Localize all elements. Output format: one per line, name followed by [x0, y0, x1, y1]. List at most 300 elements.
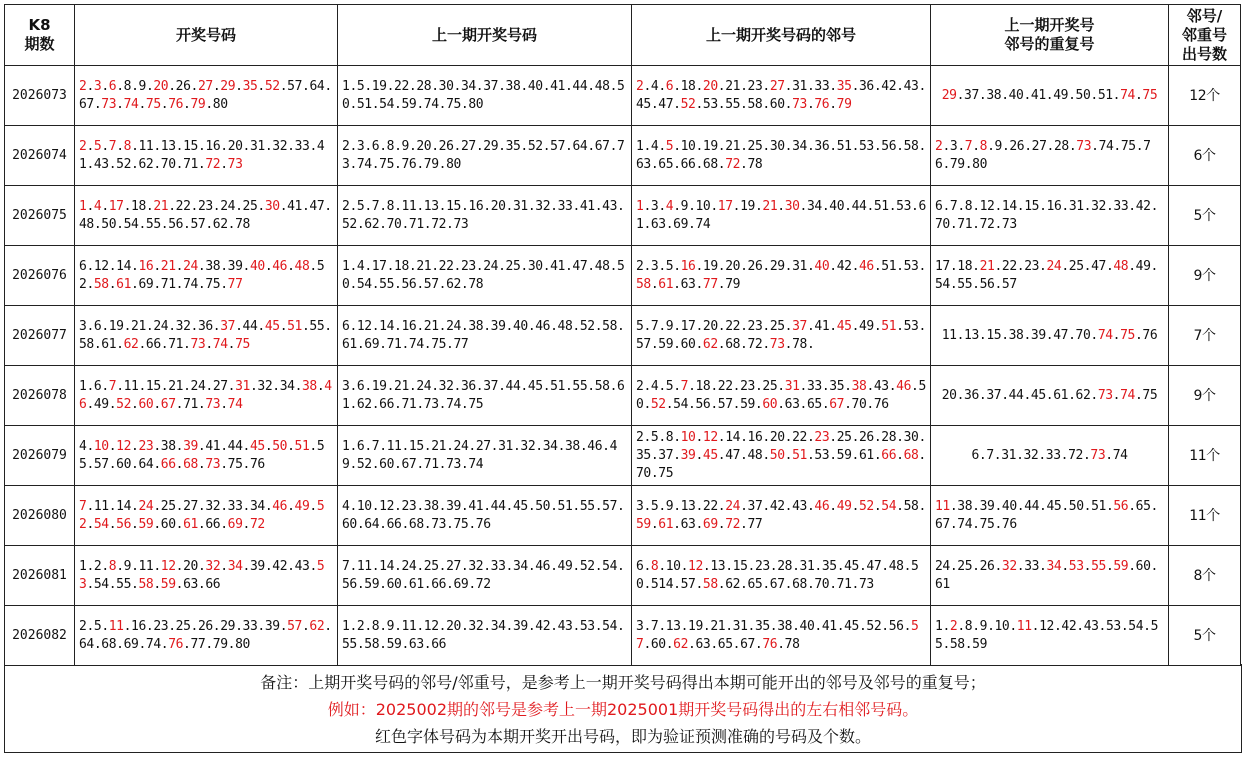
- number-token: 75: [468, 396, 484, 412]
- number-token: 73: [858, 576, 874, 592]
- number-token: 54: [1128, 618, 1144, 634]
- number-token: 15: [446, 198, 461, 214]
- number-token: 12: [979, 198, 995, 214]
- number-token: 50: [769, 447, 785, 463]
- number-token: 11: [108, 618, 124, 634]
- number-token: 76: [873, 396, 889, 412]
- header-neighbors-label: 上一期开奖号码的邻号: [705, 25, 856, 44]
- number-token: 20: [490, 198, 506, 214]
- number-token: 32: [175, 318, 191, 334]
- neighbors-cell: 1.4.5.10.19.21.25.30.34.36.51.53.56.58.63.65.66.68.72.78: [632, 126, 931, 186]
- number-token: 72: [431, 216, 447, 232]
- number-token: 1: [342, 258, 350, 274]
- number-token: 64: [364, 516, 380, 532]
- number-token: 14: [725, 429, 741, 445]
- number-token: 67: [769, 576, 785, 592]
- number-token: 53: [579, 618, 595, 634]
- number-token: 2: [93, 558, 102, 574]
- number-token: 33: [1113, 198, 1129, 214]
- number-token: 42: [1135, 198, 1151, 214]
- number-token: 21: [725, 78, 741, 94]
- number-token: 78: [235, 216, 250, 232]
- number-token: 36: [814, 138, 830, 154]
- number-token: 59: [636, 516, 651, 532]
- number-token: 45: [836, 318, 852, 334]
- number-token: 74: [212, 336, 228, 352]
- number-token: 39: [680, 447, 696, 463]
- number-token: 61: [658, 516, 674, 532]
- count-cell: 8个: [1169, 546, 1241, 606]
- number-token: 22: [702, 498, 718, 514]
- number-token: 24: [138, 498, 154, 514]
- number-token: 6: [935, 198, 943, 214]
- number-token: 5: [93, 138, 102, 154]
- number-token: 74: [183, 276, 198, 292]
- number-token: 23: [138, 438, 154, 454]
- number-token: 74: [356, 156, 372, 172]
- number-token: 52: [116, 156, 132, 172]
- number-token: 2: [79, 138, 87, 154]
- number-token: 53: [903, 318, 919, 334]
- number-token: 57: [636, 618, 919, 652]
- number-token: 32: [1001, 558, 1017, 574]
- period-cell: 2026078: [5, 366, 75, 426]
- number-token: 25: [762, 378, 778, 394]
- number-token: 70: [386, 216, 402, 232]
- number-token: 15: [183, 138, 198, 154]
- number-token: 71: [957, 216, 973, 232]
- number-token: 46: [859, 258, 874, 274]
- number-token: 16: [680, 258, 696, 274]
- number-token: 54: [881, 498, 897, 514]
- number-token: 60: [650, 636, 666, 652]
- number-token: 12: [116, 438, 132, 454]
- number-token: 73: [1090, 447, 1106, 463]
- number-token: 24: [416, 378, 432, 394]
- number-token: 26: [1009, 138, 1025, 154]
- number-token: 33: [227, 498, 243, 514]
- number-token: 61: [858, 447, 874, 463]
- number-token: 40: [1008, 87, 1024, 103]
- number-token: 6: [356, 378, 365, 394]
- number-token: 57: [1001, 276, 1017, 292]
- number-token: 74: [695, 216, 711, 232]
- prev-numbers-cell: 2.3.6.8.9.20.26.27.29.35.52.57.64.67.73.74.75.76.79.80: [338, 126, 632, 186]
- number-token: 40: [527, 78, 543, 94]
- prev-numbers-cell: 4.10.12.23.38.39.41.44.45.50.51.55.57.60.64.66.68.73.75.76: [338, 486, 632, 546]
- number-token: 32: [535, 198, 551, 214]
- number-token: 34: [279, 378, 295, 394]
- number-token: 52: [650, 396, 666, 412]
- number-token: 63: [695, 636, 711, 652]
- number-token: 80: [235, 636, 250, 652]
- number-token: 16: [468, 198, 484, 214]
- number-token: 55: [579, 498, 595, 514]
- number-token: 76: [1142, 327, 1158, 343]
- number-token: 72: [249, 516, 265, 532]
- number-token: 13: [423, 198, 439, 214]
- number-token: 42: [881, 78, 897, 94]
- number-token: 9: [979, 618, 988, 634]
- number-token: 31: [235, 378, 250, 394]
- number-token: 44: [242, 318, 258, 334]
- number-token: 69: [138, 276, 154, 292]
- number-token: 74: [468, 456, 484, 472]
- number-token: 31: [799, 558, 815, 574]
- number-token: 34: [512, 558, 528, 574]
- number-token: 76: [249, 456, 265, 472]
- number-token: 39: [446, 498, 461, 514]
- number-token: 51: [1097, 87, 1113, 103]
- number-token: 10: [356, 498, 372, 514]
- number-token: 62: [364, 216, 380, 232]
- number-token: 3: [356, 138, 365, 154]
- count-cell: 11个: [1169, 486, 1241, 546]
- number-token: 4: [93, 198, 102, 214]
- number-token: 11: [401, 618, 417, 634]
- number-token: 50: [342, 78, 625, 112]
- number-token: 5: [356, 198, 365, 214]
- number-token: 66: [379, 396, 395, 412]
- number-token: 6: [93, 378, 102, 394]
- number-token: 2: [636, 78, 644, 94]
- number-token: 3: [650, 198, 659, 214]
- number-token: 56: [888, 618, 904, 634]
- number-token: 8: [650, 558, 659, 574]
- number-token: 64: [309, 78, 325, 94]
- number-token: 23: [153, 618, 169, 634]
- number-token: 76: [475, 516, 491, 532]
- number-token: 51: [1091, 498, 1106, 514]
- number-token: 59: [658, 336, 674, 352]
- number-token: 68: [792, 576, 807, 592]
- number-token: 29: [220, 78, 236, 94]
- number-token: 60: [386, 576, 402, 592]
- number-token: 70: [935, 216, 950, 232]
- number-token: 56: [116, 516, 132, 532]
- number-token: 57: [680, 576, 696, 592]
- number-token: 74: [145, 636, 161, 652]
- number-token: 32: [468, 558, 484, 574]
- number-token: 75: [979, 516, 995, 532]
- number-token: 41: [550, 258, 565, 274]
- header-repeat: [931, 5, 1169, 66]
- number-token: 70: [636, 465, 651, 481]
- number-token: 4: [79, 438, 87, 454]
- number-token: 59: [740, 396, 755, 412]
- number-token: 53: [814, 447, 830, 463]
- period-cell: 2026074: [5, 126, 75, 186]
- number-token: 23: [740, 378, 755, 394]
- number-token: 43: [602, 198, 618, 214]
- number-token: 78: [792, 336, 807, 352]
- number-token: 65: [717, 636, 733, 652]
- number-token: 31: [792, 78, 807, 94]
- number-token: 56: [401, 276, 417, 292]
- number-token: 74: [1112, 447, 1128, 463]
- number-token: 69: [227, 516, 243, 532]
- number-token: 61: [1053, 387, 1069, 403]
- number-token: 7: [650, 618, 659, 634]
- number-token: 71: [423, 456, 439, 472]
- number-token: 49: [93, 396, 109, 412]
- number-token: 75: [379, 156, 395, 172]
- number-token: 51: [294, 438, 310, 454]
- number-token: 6: [342, 318, 350, 334]
- number-token: 2: [636, 378, 644, 394]
- number-token: 70: [1075, 327, 1091, 343]
- number-token: 22: [792, 429, 807, 445]
- number-token: 46: [896, 378, 912, 394]
- neighbors-cell: 2.5.8.10.12.14.16.20.22.23.25.26.28.30.35.37.39.45.47.48.50.51.53.59.61.66.68.70.75: [632, 426, 931, 486]
- number-token: 39: [249, 558, 265, 574]
- number-token: 66: [431, 636, 447, 652]
- number-token: 55: [342, 636, 357, 652]
- number-token: 3: [949, 138, 958, 154]
- number-token: 20: [416, 138, 432, 154]
- number-token: 48: [888, 558, 904, 574]
- number-token: 31: [732, 618, 748, 634]
- number-token: 14: [379, 318, 395, 334]
- number-token: 8: [386, 198, 395, 214]
- number-token: 8: [108, 558, 117, 574]
- number-token: 33: [490, 558, 506, 574]
- number-token: 79: [423, 156, 439, 172]
- number-token: 13: [160, 138, 176, 154]
- number-token: 55: [957, 276, 973, 292]
- number-token: 52: [527, 138, 543, 154]
- number-token: 77: [747, 516, 763, 532]
- number-token: 3: [93, 78, 102, 94]
- number-token: 30: [903, 429, 919, 445]
- number-token: 25: [836, 429, 852, 445]
- number-token: 39: [183, 438, 198, 454]
- number-token: 68: [408, 516, 424, 532]
- number-token: 39: [490, 318, 506, 334]
- number-token: 53: [1105, 618, 1121, 634]
- number-token: 80: [468, 96, 484, 112]
- count-cell: 9个: [1169, 246, 1241, 306]
- number-token: 62: [123, 336, 139, 352]
- number-token: 66: [431, 576, 447, 592]
- number-token: 31: [784, 378, 800, 394]
- number-token: 68: [903, 447, 919, 463]
- number-token: 55: [116, 576, 132, 592]
- number-token: 49: [557, 558, 573, 574]
- table-row: [5, 426, 1241, 486]
- number-token: 57: [717, 396, 733, 412]
- number-token: 32: [257, 378, 273, 394]
- number-token: 32: [272, 138, 288, 154]
- number-token: 57: [550, 138, 566, 154]
- number-token: 71: [160, 276, 176, 292]
- number-token: 79: [725, 276, 741, 292]
- count-cell: 6个: [1169, 126, 1241, 186]
- number-token: 59: [972, 636, 988, 652]
- table-row: [5, 366, 1241, 426]
- number-token: 71: [386, 336, 402, 352]
- number-token: 67: [79, 96, 94, 112]
- number-token: 3: [342, 378, 350, 394]
- number-token: 36: [964, 387, 979, 403]
- neighbors-cell: 3.5.9.13.22.24.37.42.43.46.49.52.54.58.59.61.63.69.72.77: [632, 486, 931, 546]
- number-token: 19: [371, 78, 387, 94]
- number-token: 41: [79, 138, 325, 172]
- number-token: 11: [123, 378, 139, 394]
- number-token: 6: [108, 78, 117, 94]
- table-row: [5, 606, 1241, 666]
- number-token: 72: [475, 576, 491, 592]
- number-token: 1: [79, 378, 87, 394]
- number-token: 5: [356, 78, 365, 94]
- number-token: 11: [935, 498, 950, 514]
- table-row: [5, 546, 1241, 606]
- number-token: 1: [79, 198, 87, 214]
- number-token: 52: [680, 96, 696, 112]
- prev-numbers-cell: 7.11.14.24.25.27.32.33.34.46.49.52.54.56.59.60.61.66.69.72: [338, 546, 632, 606]
- number-token: 24: [446, 318, 461, 334]
- number-token: 3: [650, 258, 659, 274]
- number-token: 63: [650, 216, 666, 232]
- number-token: 36: [859, 78, 874, 94]
- number-token: 51: [557, 498, 573, 514]
- number-token: 15: [1024, 198, 1040, 214]
- number-token: 4: [356, 258, 365, 274]
- number-token: 58: [79, 336, 94, 352]
- number-token: 21: [168, 378, 184, 394]
- number-token: 5: [665, 378, 674, 394]
- number-token: 37: [964, 87, 979, 103]
- number-token: 29: [483, 138, 499, 154]
- neighbors-cell: 6.8.10.12.13.15.23.28.31.35.45.47.48.50.514.57.58.62.65.67.68.70.71.73: [632, 546, 931, 606]
- number-token: 43: [557, 618, 573, 634]
- number-token: 45: [1046, 498, 1062, 514]
- number-token: 61: [342, 378, 625, 412]
- number-token: 52: [79, 498, 325, 532]
- number-token: 17: [108, 198, 124, 214]
- number-token: 16: [138, 258, 154, 274]
- numbers-cell: 2.5.7.8.11.13.15.16.20.31.32.33.41.43.52.62.70.71.72.73: [75, 126, 338, 186]
- number-token: 49: [294, 498, 310, 514]
- number-token: 13: [964, 327, 979, 343]
- number-token: 55: [309, 318, 325, 334]
- number-token: 38: [1008, 327, 1024, 343]
- number-token: 46: [535, 318, 551, 334]
- number-token: 24: [725, 498, 741, 514]
- number-token: 46: [535, 558, 551, 574]
- period-cell: 2026079: [5, 426, 75, 486]
- number-token: 52: [579, 318, 595, 334]
- number-token: 21: [153, 198, 169, 214]
- number-token: 3: [636, 618, 644, 634]
- number-token: 31: [512, 198, 528, 214]
- number-token: 21: [710, 618, 726, 634]
- number-token: 55: [725, 96, 741, 112]
- number-token: 69: [453, 576, 469, 592]
- number-token: 5: [636, 318, 644, 334]
- number-token: 47: [572, 258, 588, 274]
- number-token: 75: [1120, 138, 1136, 154]
- number-token: 60: [342, 516, 357, 532]
- number-token: 58: [602, 318, 617, 334]
- number-token: 56: [1113, 498, 1129, 514]
- number-token: 23: [754, 558, 770, 574]
- number-token: 37: [986, 387, 1002, 403]
- number-token: 7: [79, 498, 87, 514]
- number-token: 20: [183, 558, 198, 574]
- number-token: 42: [769, 498, 785, 514]
- number-token: 54: [356, 276, 372, 292]
- header-neighbors: [632, 5, 931, 66]
- number-token: 52: [79, 258, 325, 292]
- number-token: 16: [131, 618, 146, 634]
- number-token: 12: [93, 258, 109, 274]
- number-token: 35: [505, 138, 521, 154]
- number-token: 55: [79, 438, 325, 472]
- number-token: 66: [145, 336, 161, 352]
- number-token: 27: [475, 438, 491, 454]
- number-token: 43: [1083, 618, 1099, 634]
- number-token: 3: [79, 318, 87, 334]
- number-token: 44: [227, 438, 243, 454]
- repeat-cell: 24.25.26.32.33.34.53.55.59.60.61: [931, 546, 1169, 606]
- number-token: 75: [227, 456, 243, 472]
- period-cell: 2026073: [5, 66, 75, 126]
- neighbors-cell: 2.4.6.18.20.21.23.27.31.33.35.36.42.43.45.47.52.53.55.58.60.73.76.79: [632, 66, 931, 126]
- number-token: 53: [702, 96, 718, 112]
- number-token: 7: [964, 138, 973, 154]
- number-token: 79: [212, 636, 228, 652]
- number-token: 47: [725, 447, 741, 463]
- number-token: 56: [695, 396, 711, 412]
- number-token: 38: [160, 438, 176, 454]
- number-token: 44: [851, 198, 867, 214]
- prev-numbers-cell: 1.4.17.18.21.22.23.24.25.30.41.47.48.50.54.55.56.57.62.78: [338, 246, 632, 306]
- number-token: 38: [957, 498, 973, 514]
- number-token: 53: [79, 558, 325, 592]
- number-token: 24: [1046, 258, 1062, 274]
- number-token: 35: [836, 78, 852, 94]
- number-token: 47: [309, 198, 325, 214]
- number-token: 71: [168, 336, 184, 352]
- number-token: 4: [650, 138, 659, 154]
- number-token: 62: [356, 396, 372, 412]
- number-token: 73: [342, 138, 625, 172]
- number-token: 2: [935, 138, 943, 154]
- number-token: 43: [792, 498, 807, 514]
- number-token: 48: [594, 258, 610, 274]
- number-token: 58: [747, 96, 763, 112]
- number-token: 67: [935, 516, 950, 532]
- number-token: 3: [636, 498, 644, 514]
- number-token: 1: [79, 558, 87, 574]
- number-token: 21: [160, 258, 176, 274]
- number-token: 73: [205, 396, 221, 412]
- number-token: 36: [460, 378, 476, 394]
- number-token: 27: [183, 498, 198, 514]
- number-token: 6: [665, 78, 674, 94]
- number-token: 28: [416, 78, 432, 94]
- number-token: 58: [594, 378, 610, 394]
- number-token: 37: [747, 498, 763, 514]
- count-cell: 11个: [1169, 426, 1241, 486]
- number-token: 11: [93, 498, 109, 514]
- number-token: 39: [979, 498, 995, 514]
- number-token: 63: [784, 396, 800, 412]
- number-token: 22: [438, 258, 454, 274]
- number-token: 20: [769, 429, 785, 445]
- neighbors-cell: 1.3.4.9.10.17.19.21.30.34.40.44.51.53.61.63.69.74: [632, 186, 931, 246]
